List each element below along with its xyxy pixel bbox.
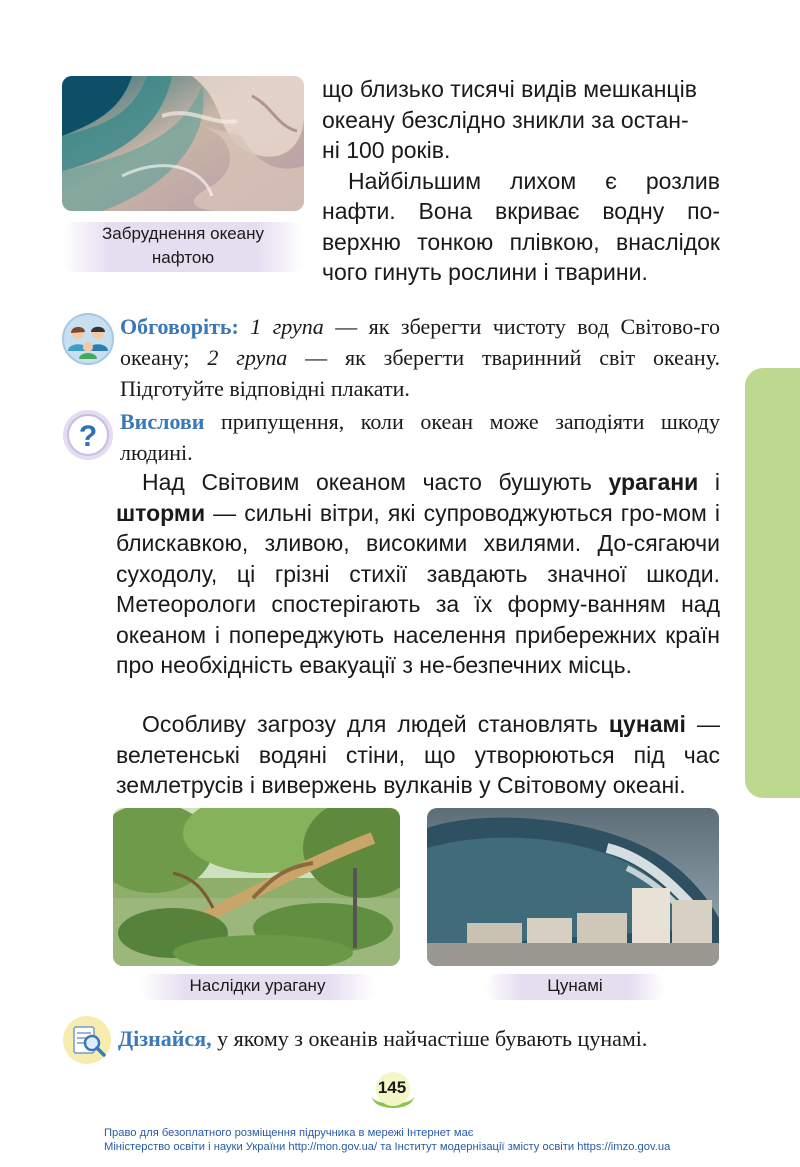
storms-text: — сильні вітри, які супроводжуються гро-мом і блискавкою, зливою, високими хвилями. До-сягаючи суходолу, ці грізні стихії завдають значної шкоди. Метеорологи спостерігають за їх форму-ванням над океаном і попереджують населення прибережних країн про необхідність евакуації з не-безпечних місць. <box>116 499 720 678</box>
tsunami-text: — велетенські водяні стіни, що утворюються під час землетрусів і вивержень вулканів у Світовому океані. <box>116 711 721 798</box>
paragraph-line: океану безслідно зникли за остан- <box>322 106 689 133</box>
footer-line: Право для безоплатного розміщення підручника в мережі Інтернет має <box>104 1127 474 1139</box>
footer-rights <box>104 1126 670 1154</box>
tsunami-caption: Цунамі <box>485 974 665 1000</box>
hurricane-aftermath-photo <box>113 808 400 966</box>
paragraph-line: що близько тисячі видів мешканців <box>322 76 697 102</box>
hypothesis-text: припущення, коли океан може заподіяти шкоду людині. <box>120 409 720 465</box>
question-mark-icon <box>62 409 114 461</box>
tsunami-text: Особливу загрозу для людей становлять <box>142 711 609 737</box>
page-number: 145 <box>377 1078 407 1097</box>
discuss-text2: — як зберегти тваринний світ океану. Підготуйте відповідні плакати. <box>120 345 720 401</box>
find-out-task <box>118 1023 728 1054</box>
storms-text: Над Світовим океаном часто бушують <box>142 469 609 495</box>
paragraph-line: ні 100 років. <box>322 137 451 163</box>
paragraph-line: чого гинуть рослини і тварини. <box>322 259 648 285</box>
storms-text: і <box>698 469 720 495</box>
group-discussion-icon <box>62 313 114 365</box>
discuss-task <box>120 311 720 404</box>
oil-text-block <box>322 74 720 288</box>
hurricane-caption: Наслідки урагану <box>140 974 375 1000</box>
hypothesis-keyword: Вислови <box>120 409 205 434</box>
term-storms: шторми <box>116 499 206 526</box>
footer-line: Міністерство освіти і науки України http://mon.gov.ua/ та Інститут модернізації змісту освіти https://imzo.gov.ua <box>104 1141 671 1153</box>
paragraph-line: Найбільшим лихом є розлив <box>348 167 720 194</box>
term-tsunami: цунамі <box>608 711 686 737</box>
oil-pollution-caption: Забруднення океану нафтою <box>62 222 304 272</box>
find-out-text: у якому з океанів найчастіше бувають цунамі. <box>211 1026 648 1051</box>
tsunami-photo <box>427 808 719 966</box>
group1-label: 1 група <box>250 314 324 339</box>
magnifier-document-icon <box>62 1015 112 1065</box>
group2-label: 2 група <box>207 345 288 370</box>
paragraph-line: верхню тонкою плівкою, внаслідок <box>322 228 720 255</box>
discuss-keyword: Обговоріть: <box>120 314 239 339</box>
find-out-keyword: Дізнайся, <box>118 1026 212 1051</box>
discuss-text1: — як зберегти чистоту вод Світово-го океану; <box>120 314 721 370</box>
chapter-side-tab <box>745 368 800 798</box>
tsunami-paragraph <box>116 709 720 801</box>
term-hurricanes: урагани <box>608 469 699 495</box>
hypothesis-task <box>120 406 720 468</box>
paragraph-line: нафти. Вона вкриває водну по- <box>322 198 720 224</box>
storms-paragraph <box>116 467 720 681</box>
oil-pollution-photo <box>62 76 304 211</box>
svg-text:?: ? <box>78 420 98 453</box>
